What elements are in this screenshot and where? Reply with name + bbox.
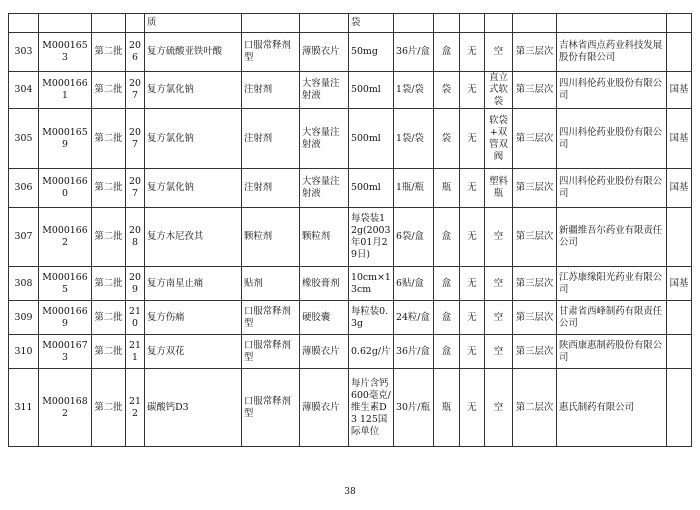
- form: 注射剂: [242, 109, 300, 169]
- unit: 盒: [434, 267, 460, 301]
- unit: 盒: [434, 208, 460, 267]
- status-1: 无: [460, 267, 485, 301]
- status-1: 无: [460, 369, 485, 447]
- company: 江苏康缘阳光药业有限公司: [557, 267, 667, 301]
- drug-name: 碳酸钙D3: [145, 369, 242, 447]
- company: 吉林省西点药业科技发展股份有限公司: [557, 33, 667, 72]
- drug-name: 复方氯化钠: [145, 169, 242, 208]
- note: [667, 369, 692, 447]
- package: 30片/瓶: [394, 369, 434, 447]
- drug-code: M0001661: [39, 72, 92, 109]
- row-number: 306: [9, 169, 39, 208]
- specification: 每片含钙600毫克/维生素D3 125国际单位: [349, 369, 394, 447]
- drug-name: 复方氯化钠: [145, 109, 242, 169]
- status-1: 无: [460, 169, 485, 208]
- sequence: 209: [126, 267, 145, 301]
- dosage-form: 颗粒剂: [300, 208, 349, 267]
- drug-name: 复方木尼孜其: [145, 208, 242, 267]
- row-number: 310: [9, 335, 39, 369]
- specification: 0.62g/片: [349, 335, 394, 369]
- dosage-form: 大容量注射液: [300, 109, 349, 169]
- level: 第三层次: [513, 208, 557, 267]
- row-number: 307: [9, 208, 39, 267]
- dosage-form: 薄膜衣片: [300, 33, 349, 72]
- unit: 瓶: [434, 169, 460, 208]
- dosage-form: 薄膜衣片: [300, 335, 349, 369]
- status-2: 空: [485, 208, 513, 267]
- company: 惠氏制药有限公司: [557, 369, 667, 447]
- status-2: 直立式软袋: [485, 72, 513, 109]
- status-2: 空: [485, 369, 513, 447]
- package: 24粒/盒: [394, 301, 434, 335]
- status-1: 无: [460, 335, 485, 369]
- name-cell: 质: [145, 14, 242, 33]
- level: 第三层次: [513, 169, 557, 208]
- company: 甘肃省西峰制药有限责任公司: [557, 301, 667, 335]
- specification: 50mg: [349, 33, 394, 72]
- batch: 第二批: [92, 335, 126, 369]
- drug-code: M0001682: [39, 369, 92, 447]
- sequence: 207: [126, 109, 145, 169]
- status-1: 无: [460, 208, 485, 267]
- status-2: 软袋+双管双阀: [485, 109, 513, 169]
- dosage-form: 薄膜衣片: [300, 369, 349, 447]
- form: 颗粒剂: [242, 208, 300, 267]
- package: 36片/盒: [394, 33, 434, 72]
- form: 注射剂: [242, 169, 300, 208]
- sequence: 210: [126, 301, 145, 335]
- level: 第二层次: [513, 369, 557, 447]
- unit: 盒: [434, 33, 460, 72]
- drug-name: 复方氯化钠: [145, 72, 242, 109]
- dosage-form: 硬胶囊: [300, 301, 349, 335]
- note: [667, 33, 692, 72]
- status-2: 空: [485, 33, 513, 72]
- drug-code: M0001673: [39, 335, 92, 369]
- package: 6袋/盒: [394, 208, 434, 267]
- row-number: 309: [9, 301, 39, 335]
- batch: 第二批: [92, 301, 126, 335]
- company: 四川科伦药业股份有限公司: [557, 169, 667, 208]
- drug-code: M0001659: [39, 109, 92, 169]
- specification: 每袋装12g(2003年01月29日): [349, 208, 394, 267]
- sequence: 206: [126, 33, 145, 72]
- table-row: [9, 369, 692, 447]
- batch: 第二批: [92, 109, 126, 169]
- table-row: [9, 208, 692, 267]
- sequence: 207: [126, 72, 145, 109]
- unit: 袋: [434, 72, 460, 109]
- company: 新疆维吾尔药业有限责任公司: [557, 208, 667, 267]
- row-number: 305: [9, 109, 39, 169]
- level: 第三层次: [513, 33, 557, 72]
- level: 第三层次: [513, 301, 557, 335]
- drug-catalog-table: [8, 13, 692, 447]
- note: [667, 208, 692, 267]
- note: [667, 335, 692, 369]
- batch: 第二批: [92, 72, 126, 109]
- drug-name: 复方南星止痛: [145, 267, 242, 301]
- status-1: 无: [460, 72, 485, 109]
- unit: 盒: [434, 335, 460, 369]
- company: 四川科伦药业股份有限公司: [557, 72, 667, 109]
- drug-code: M0001665: [39, 267, 92, 301]
- form: 口服常释剂型: [242, 369, 300, 447]
- dosage-form: 大容量注射液: [300, 169, 349, 208]
- status-2: 空: [485, 301, 513, 335]
- sequence: 208: [126, 208, 145, 267]
- table-row: [9, 169, 692, 208]
- row-number: 308: [9, 267, 39, 301]
- table-row: [9, 267, 692, 301]
- status-2: 空: [485, 335, 513, 369]
- specification: 500ml: [349, 109, 394, 169]
- company: 陕西康惠制药股份有限公司: [557, 335, 667, 369]
- row-number: 303: [9, 33, 39, 72]
- note: 国基: [667, 267, 692, 301]
- drug-name: 复方伤痛: [145, 301, 242, 335]
- package: 1袋/袋: [394, 109, 434, 169]
- batch: 第二批: [92, 33, 126, 72]
- specification: 10cm×13cm: [349, 267, 394, 301]
- table-row: [9, 33, 692, 72]
- package: 1瓶/瓶: [394, 169, 434, 208]
- form: 口服常释剂型: [242, 335, 300, 369]
- table-row: [9, 301, 692, 335]
- level: 第三层次: [513, 72, 557, 109]
- batch: 第二批: [92, 208, 126, 267]
- note: 国基: [667, 109, 692, 169]
- sequence: 212: [126, 369, 145, 447]
- dosage-form: 橡胶膏剂: [300, 267, 349, 301]
- drug-code: M0001669: [39, 301, 92, 335]
- form: 口服常释剂型: [242, 33, 300, 72]
- package: 6贴/盒: [394, 267, 434, 301]
- table-row-continued: [9, 14, 692, 33]
- level: 第三层次: [513, 335, 557, 369]
- specification: 500ml: [349, 169, 394, 208]
- level: 第三层次: [513, 267, 557, 301]
- drug-name: 复方硫酸亚铁叶酸: [145, 33, 242, 72]
- status-2: 塑料瓶: [485, 169, 513, 208]
- note: 国基: [667, 169, 692, 208]
- row-number: 304: [9, 72, 39, 109]
- company: 四川科伦药业股份有限公司: [557, 109, 667, 169]
- dosage-form: 大容量注射液: [300, 72, 349, 109]
- form: 口服常释剂型: [242, 301, 300, 335]
- specification: 每粒装0.3g: [349, 301, 394, 335]
- batch: 第二批: [92, 169, 126, 208]
- sequence: 207: [126, 169, 145, 208]
- unit: 盒: [434, 301, 460, 335]
- note: 国基: [667, 72, 692, 109]
- unit: 袋: [434, 109, 460, 169]
- form: 贴剂: [242, 267, 300, 301]
- table-row: [9, 72, 692, 109]
- drug-name: 复方双花: [145, 335, 242, 369]
- status-1: 无: [460, 109, 485, 169]
- status-2: 空: [485, 267, 513, 301]
- specification: 500ml: [349, 72, 394, 109]
- unit: 瓶: [434, 369, 460, 447]
- drug-code: M0001662: [39, 208, 92, 267]
- page-number: 38: [344, 487, 356, 497]
- status-1: 无: [460, 33, 485, 72]
- table-row: [9, 335, 692, 369]
- package: 36片/盒: [394, 335, 434, 369]
- batch: 第二批: [92, 267, 126, 301]
- pack-cell: 袋: [349, 14, 394, 33]
- table-row: [9, 109, 692, 169]
- row-number: 311: [9, 369, 39, 447]
- status-1: 无: [460, 301, 485, 335]
- note: [667, 301, 692, 335]
- sequence: 211: [126, 335, 145, 369]
- package: 1袋/袋: [394, 72, 434, 109]
- level: 第三层次: [513, 109, 557, 169]
- drug-code: M0001653: [39, 33, 92, 72]
- batch: 第二批: [92, 369, 126, 447]
- form: 注射剂: [242, 72, 300, 109]
- drug-code: M0001660: [39, 169, 92, 208]
